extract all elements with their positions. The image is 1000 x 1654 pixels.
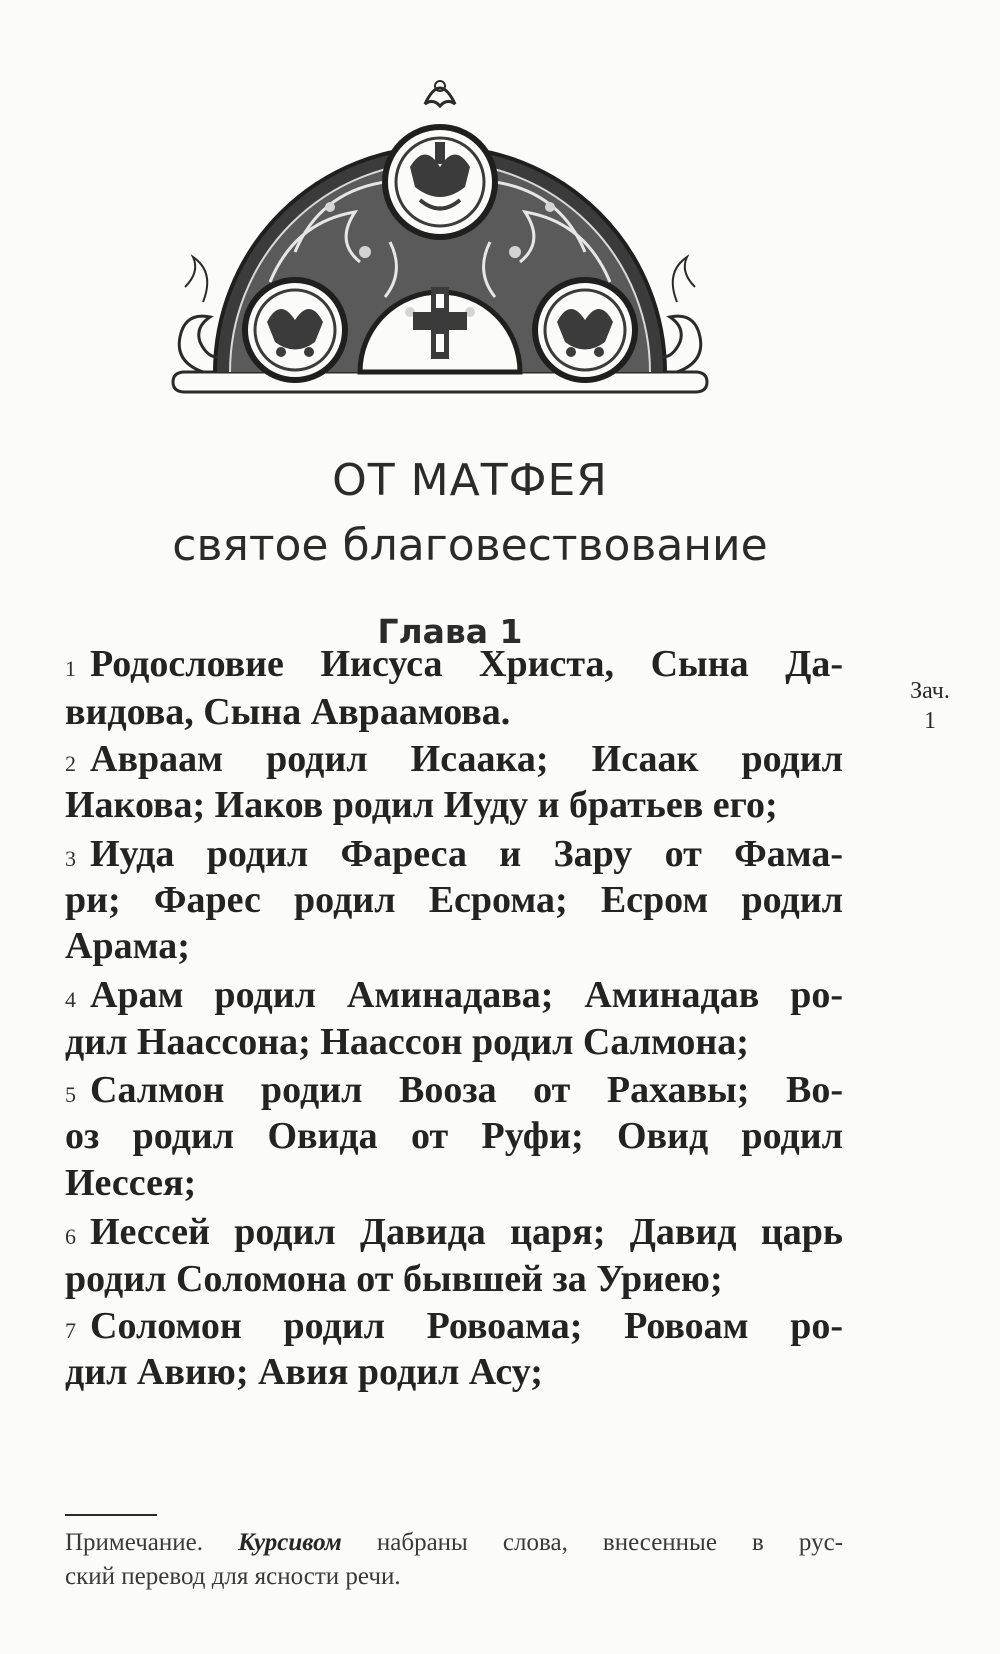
reading-number: 1 <box>924 708 936 734</box>
verse-number: 2 <box>65 751 76 776</box>
footnote-line: ский перевод для ясности речи. <box>65 1563 401 1590</box>
footnote-line <box>65 1527 843 1559</box>
margin-reading-note <box>895 676 965 736</box>
reading-label: Зач. <box>910 678 950 704</box>
book-subtitle: святое благовествование <box>172 520 768 571</box>
verse-line: 7 Соломон родил Ровоама; Ровоам ро- <box>65 1305 843 1347</box>
verse-line: Иессея; <box>65 1162 197 1204</box>
verse-line: 2 Авраам родил Исаака; Исаак родил <box>65 738 843 780</box>
verse-number: 1 <box>65 656 76 681</box>
verse-number: 7 <box>65 1318 76 1343</box>
verse-line: родил Соломона от бывшей за Уриею; <box>65 1258 723 1300</box>
footnote-rule <box>65 1514 157 1516</box>
verse-line: ри; Фарес родил Есрома; Есром родил <box>65 879 843 921</box>
footnote-emphasis: Курсивом <box>238 1529 342 1556</box>
verse-number: 4 <box>65 987 76 1012</box>
verse-line: дил Авию; Авия родил Асу; <box>65 1351 543 1393</box>
verse-line: Арама; <box>65 925 190 967</box>
footnote-prefix: Примечание. <box>65 1529 204 1556</box>
book-title: ОТ МАТФЕЯ <box>332 455 608 506</box>
verse-line: оз родил Овида от Руфи; Овид родил <box>65 1115 843 1157</box>
verse-line: Иакова; Иаков родил Иуду и братьев его; <box>65 784 778 826</box>
verse-line: 1 Родословие Иисуса Христа, Сына Да- <box>65 643 843 685</box>
verse-line: 6 Иессей родил Давида царя; Давид царь <box>65 1211 843 1253</box>
verse-line: 5 Салмон родил Вооза от Рахавы; Во- <box>65 1069 843 1111</box>
verse-number: 6 <box>65 1224 76 1249</box>
chapter-heading: Глава 1 <box>377 612 523 651</box>
verse-line: 3 Иуда родил Фареса и Зару от Фама- <box>65 833 843 875</box>
footnote-text: набраны слова, внесенные в рус- <box>376 1529 844 1556</box>
verse-number: 3 <box>65 846 76 871</box>
verse-number: 5 <box>65 1082 76 1107</box>
headpiece-ornament <box>155 72 725 417</box>
verse-line: дил Наассона; Наассон родил Салмона; <box>65 1021 749 1063</box>
verse-line: видова, Сына Авраамова. <box>65 691 511 733</box>
verse-line: 4 Арам родил Аминадава; Аминадав ро- <box>65 974 843 1016</box>
